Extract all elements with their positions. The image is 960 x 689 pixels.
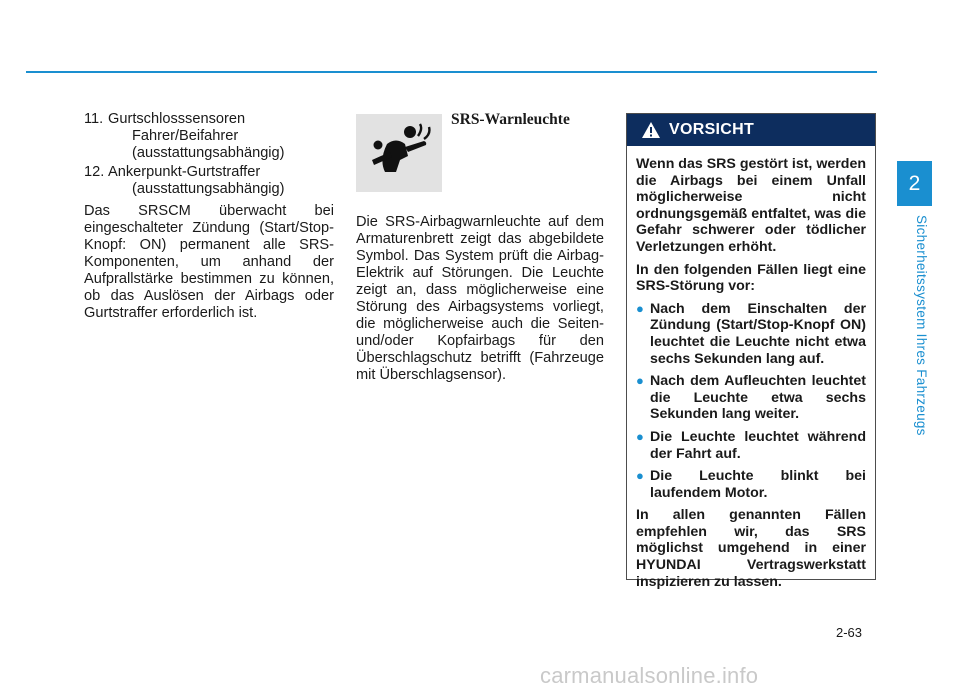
list-item xyxy=(84,111,334,162)
bullet-icon: ● xyxy=(636,300,644,316)
chapter-tab[interactable]: 2 xyxy=(897,161,932,206)
item-number: 11. xyxy=(84,111,104,127)
list-item xyxy=(84,164,334,198)
srs-warning-paragraph: Die SRS-Airbagwarnleuchte auf dem Armaturenbrett zeigt das abgebildete Symbol. Das System prüft die Airbag-Elektrik auf Störungen. Die Leuchte zeigt an, dass möglicherweise eine Störung des Airbagsystems vorliegt, die möglicherweise auch die Seiten- und/oder Kopfairbags für den Überschlagschutz betrifft (Fahrzeuge mit Überschlagsensor). xyxy=(356,214,604,383)
header-rule xyxy=(26,71,877,73)
caution-title: VORSICHT xyxy=(669,121,755,138)
caution-bullet: ● Nach dem Einschalten der Zündung (Start/Stop-Knopf ON) leuchtet die Leuchte nicht etwa sechs Sekunden lang auf. xyxy=(636,300,866,367)
bullet-icon: ● xyxy=(636,428,644,444)
caution-body xyxy=(627,146,875,590)
item-line: Ankerpunkt-Gurtstraffer xyxy=(108,164,261,180)
caution-header xyxy=(627,114,875,146)
srscm-paragraph: Das SRSCM überwacht bei eingeschalteter Zündung (Start/Stop-Knopf: ON) permanent alle SRS-Komponenten, um anhand der Aufprallstärke bestimmen zu können, ob das Auslösen der Airbags oder Gurtstraffer erforderlich ist. xyxy=(84,203,334,321)
srs-warning-heading: SRS-Warnleuchte xyxy=(451,111,570,128)
caution-bullet: ● Nach dem Aufleuchten leuchtet die Leuchte etwa sechs Sekunden lang weiter. xyxy=(636,373,866,423)
bullet-icon: ● xyxy=(636,373,644,389)
caution-bullet: ● Die Leuchte blinkt bei laufendem Motor. xyxy=(636,468,866,501)
caution-intro: Wenn das SRS gestört ist, werden die Airbags bei einem Unfall möglicherweise nicht ordnungsgemäß entfaltet, was die Gefahr schwerer oder tödlicher Verletzungen erhöht. xyxy=(636,156,866,255)
airbag-warning-icon xyxy=(356,114,442,192)
caution-bullet: ● Die Leuchte leuchtet während der Fahrt auf. xyxy=(636,428,866,462)
caution-closing: In allen genannten Fällen empfehlen wir, das SRS möglichst umgehend in einer HYUNDAI Vertragswerkstatt inspizieren zu lassen. xyxy=(636,507,866,590)
bullet-icon: ● xyxy=(636,468,644,484)
page-number: 2-63 xyxy=(836,625,863,640)
item-number: 12. xyxy=(84,164,105,180)
left-column xyxy=(84,111,334,322)
watermark: carmanualsonline.info xyxy=(540,663,759,688)
item-line: Fahrer/Beifahrer xyxy=(132,128,239,144)
caution-lead: In den folgenden Fällen liegt eine SRS-Störung vor: xyxy=(636,261,866,295)
caution-box xyxy=(626,113,876,590)
chapter-label: Sicherheitssystem Ihres Fahrzeugs xyxy=(914,215,929,436)
item-line: Gurtschlosssensoren xyxy=(108,111,246,127)
item-line: (ausstattungsabhängig) xyxy=(132,181,285,197)
warning-triangle-icon xyxy=(641,121,661,139)
item-line: (ausstattungsabhängig) xyxy=(132,145,285,161)
